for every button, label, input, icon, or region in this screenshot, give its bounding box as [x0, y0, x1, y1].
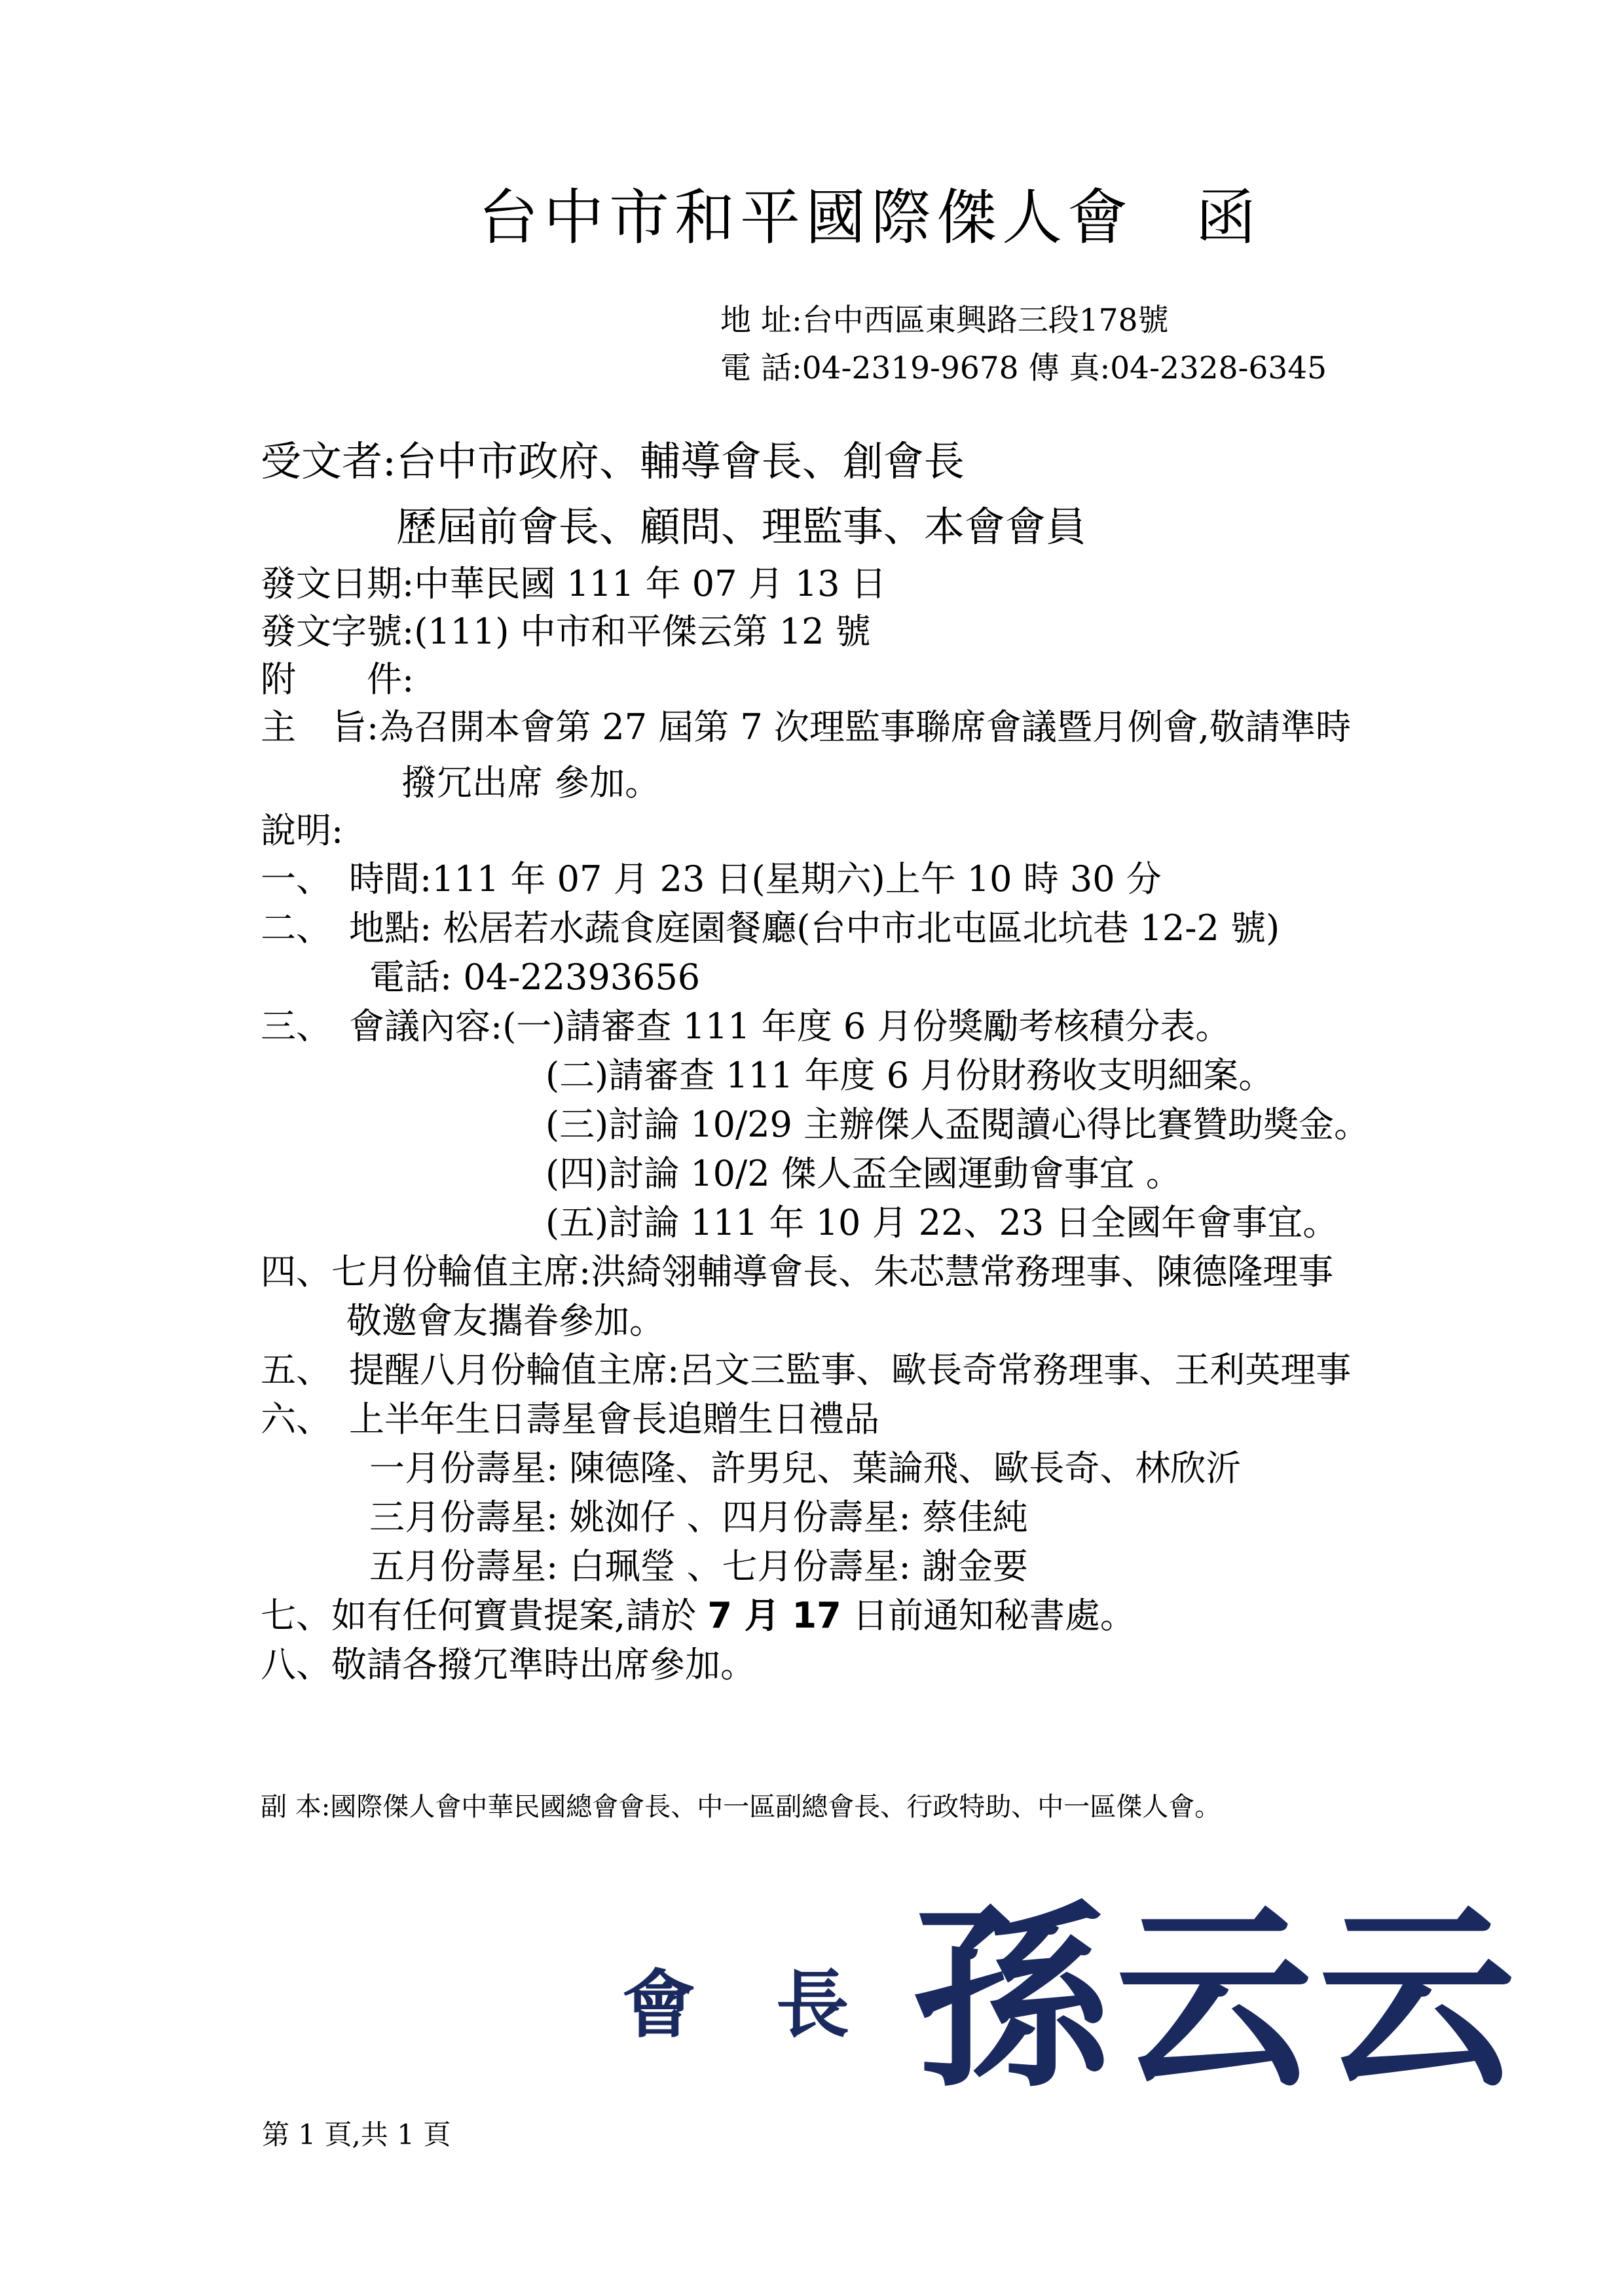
contact-block	[720, 297, 1624, 392]
body-line-segment: 七、如有任何寶貴提案,請於	[261, 1595, 708, 1637]
body-line: (三)討論 10/29 主辦傑人盃閱讀心得比賽贊助獎金。	[545, 1104, 1370, 1146]
recipient-line-1: 台中市政府、輔導會長、創會長	[396, 437, 965, 486]
signature-name: 孫云云	[913, 1883, 1522, 2115]
body-line: 電話: 04-22393656	[369, 957, 701, 998]
org-name: 台中市和平國際傑人會	[478, 182, 1134, 253]
body-line-segment: 日前通知秘書處。	[841, 1595, 1135, 1637]
doc-number-line: 發文字號:(111) 中市和平傑云第 12 號	[261, 611, 871, 653]
explanation-label: 說明:	[261, 810, 344, 852]
body-line: 五月份壽星: 白珮瑩 、七月份壽星: 謝金要	[369, 1546, 1028, 1588]
phone-fax-line: 電 話:04-2319-9678 傳 真:04-2328-6345	[720, 350, 1327, 387]
attachment-line: 附 件:	[261, 659, 415, 701]
recipient-line-2: 歷屆前會長、顧問、理監事、本會會員	[396, 503, 1086, 551]
doc-type-label: 函	[1196, 182, 1262, 253]
body-line: 六、 上半年生日壽星會長追贈生日禮品	[261, 1398, 879, 1440]
body-line: 三、 會議內容:(一)請審查 111 年度 6 月份獎勵考核積分表。	[261, 1006, 1231, 1048]
body-line: (二)請審查 111 年度 6 月份財務收支明細案。	[545, 1055, 1274, 1097]
recipient-block	[261, 429, 1624, 560]
signature-title: 會 長	[622, 1961, 877, 2048]
subject-line-2: 撥冗出席 參加。	[401, 762, 661, 804]
subject-line-1: 主 旨:為召開本會第 27 屆第 7 次理監事聯席會議暨月例會,敬請準時	[261, 706, 1352, 748]
recipient-label: 受文者:	[261, 437, 396, 486]
cc-line: 副 本:國際傑人會中華民國總會會長、中一區副總會長、行政特助、中一區傑人會。	[261, 1792, 1221, 1823]
recipient-lines	[396, 429, 1086, 560]
body-line: 八、敬請各撥冗準時出席參加。	[261, 1644, 756, 1686]
issue-date-line: 發文日期:中華民國 111 年 07 月 13 日	[261, 563, 887, 605]
explanation-body	[261, 854, 1624, 1689]
page-title	[478, 41, 1624, 257]
body-line: 三月份壽星: 姚洳仔 、四月份壽星: 蔡佳純	[369, 1497, 1028, 1539]
meta-block	[261, 560, 1624, 854]
body-line	[261, 1591, 1624, 1640]
body-line: (四)討論 10/2 傑人盃全國運動會事宜 。	[545, 1153, 1181, 1195]
body-line: 二、 地點: 松居若水蔬食庭園餐廳(台中市北屯區北坑巷 12-2 號)	[261, 907, 1280, 949]
body-line-segment: 7 月 17	[707, 1595, 841, 1637]
body-line: 五、 提醒八月份輪值主席:呂文三監事、歐長奇常務理事、王利英理事	[261, 1349, 1352, 1391]
body-line: (五)討論 111 年 10 月 22、23 日全國年會事宜。	[545, 1202, 1338, 1244]
body-line: 一、 時間:111 年 07 月 23 日(星期六)上午 10 時 30 分	[261, 858, 1162, 900]
body-line: 敬邀會友攜眷參加。	[346, 1300, 665, 1342]
signature-block	[622, 1883, 1624, 2115]
body-line: 四、七月份輪值主席:洪綺翎輔導會長、朱芯慧常務理事、陳德隆理事	[261, 1251, 1334, 1293]
address-line: 地 址:台中西區東興路三段178號	[720, 302, 1169, 339]
body-line: 一月份壽星: 陳德隆、許男兒、葉論飛、歐長奇、林欣沂	[369, 1448, 1242, 1489]
page-footer: 第 1 頁,共 1 頁	[262, 2119, 451, 2151]
